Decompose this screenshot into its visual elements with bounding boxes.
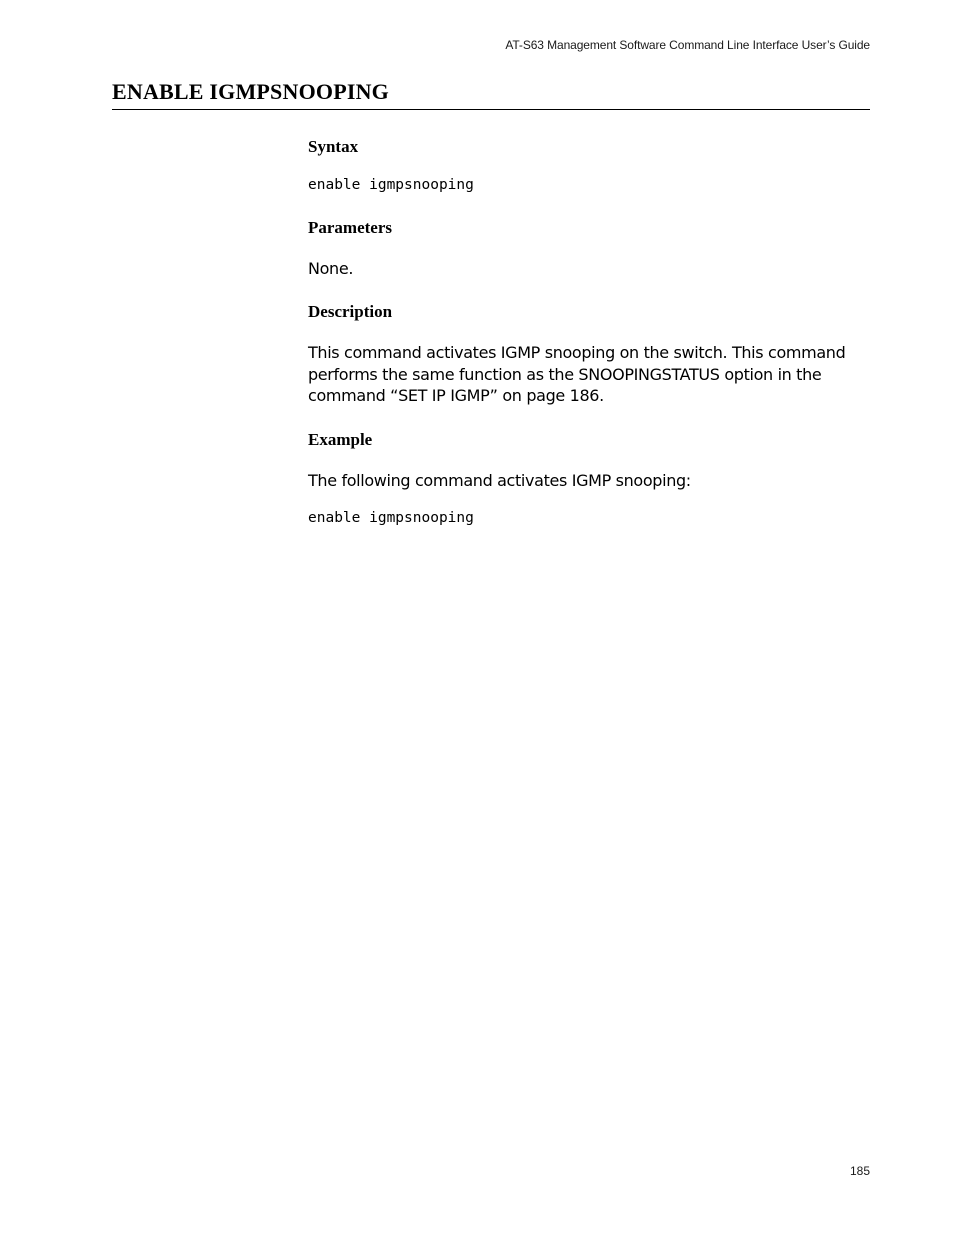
page-title: ENABLE IGMPSNOOPING — [112, 79, 389, 104]
description-heading: Description — [308, 302, 393, 321]
page-number: 185 — [849, 1164, 870, 1178]
parameters-text: None. — [308, 259, 354, 278]
example-heading: Example — [308, 430, 373, 449]
title-divider — [112, 109, 870, 110]
parameters-heading: Parameters — [308, 218, 393, 237]
description-text: This command activates IGMP snooping on the switch. This command performs the same function as the SNOOPINGSTATUS option in the command “SET IP IGMP” on page 186. — [308, 343, 846, 405]
syntax-command: enable igmpsnooping — [308, 177, 474, 193]
running-header: AT-S63 Management Software Command Line Interface User’s Guide — [505, 38, 870, 52]
example-text: The following command activates IGMP snooping: — [308, 471, 691, 490]
syntax-heading: Syntax — [308, 137, 359, 156]
example-command: enable igmpsnooping — [308, 510, 474, 526]
